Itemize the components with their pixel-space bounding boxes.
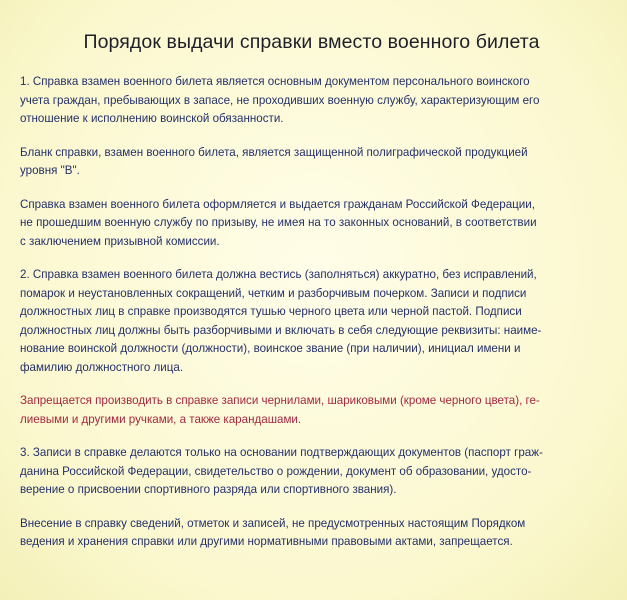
paragraph-military-id-definition xyxy=(20,73,603,129)
text-line: учета граждан, пребывающих в запасе, не проходивших военную службу, характеризующим его xyxy=(20,93,540,107)
paragraph-supporting-documents xyxy=(20,444,603,500)
paragraph-unauthorized-entries xyxy=(20,515,603,552)
text-line: должностных лиц в справке производятся тушью черного цвета или черной пастой. Подписи xyxy=(20,305,522,318)
text-line: Справка взамен военного билета оформляется и выдается гражданам Российской Федерации, xyxy=(20,197,535,211)
text-line: 2. Справка взамен военного билета должна вестись (заполняться) аккуратно, без исправлений, xyxy=(20,268,537,281)
paragraph-prohibition-warning xyxy=(20,392,603,429)
text-line: верение о присвоении спортивного разряда или спортивного звания). xyxy=(20,483,397,496)
text-line: фамилию должностного лица. xyxy=(20,360,184,374)
paragraph-issuance xyxy=(20,196,603,252)
text-line: должностных лиц должны быть разборчивыми и включать в себя следующие реквизиты: наиме- xyxy=(20,323,542,337)
text-line: с заключением призывной комиссии. xyxy=(20,234,220,248)
text-line: данина Российской Федерации, свидетельство о рождении, документ об образовании, удосто- xyxy=(20,464,532,478)
text-line: помарок и неустановленных сокращений, четким и разборчивым почерком. Записи и подписи xyxy=(20,286,527,300)
paragraph-filling-rules xyxy=(20,266,603,377)
text-line: лиевыми и другими ручками, а также карандашами. xyxy=(20,412,302,426)
document-title: Порядок выдачи справки вместо военного билета xyxy=(83,31,540,53)
text-line: Запрещается производить в справке записи чернилами, шариковыми (кроме черного цвета), ге- xyxy=(20,394,540,407)
text-line: отношение к исполнению воинской обязанности. xyxy=(20,112,284,125)
paragraph-blank-protection xyxy=(20,144,603,181)
text-line: 1. Справка взамен военного билета является основным документом персонального воинского xyxy=(20,75,530,88)
text-line: Бланк справки, взамен военного билета, является защищенной полиграфической продукцией xyxy=(20,145,528,159)
text-line: уровня "В". xyxy=(20,164,80,177)
text-line: нование воинской должности (должности), воинское звание (при наличии), инициал имени и xyxy=(20,342,521,355)
text-line: не прошедшим военную службу по призыву, не имея на то законных оснований, в соответствии xyxy=(20,216,537,229)
text-line: Внесение в справку сведений, отметок и записей, не предусмотренных настоящим Порядком xyxy=(20,516,526,530)
text-line: ведения и хранения справки или другими нормативными правовыми актами, запрещается. xyxy=(20,535,513,548)
text-line: 3. Записи в справке делаются только на основании подтверждающих документов (паспорт граж- xyxy=(20,446,543,459)
